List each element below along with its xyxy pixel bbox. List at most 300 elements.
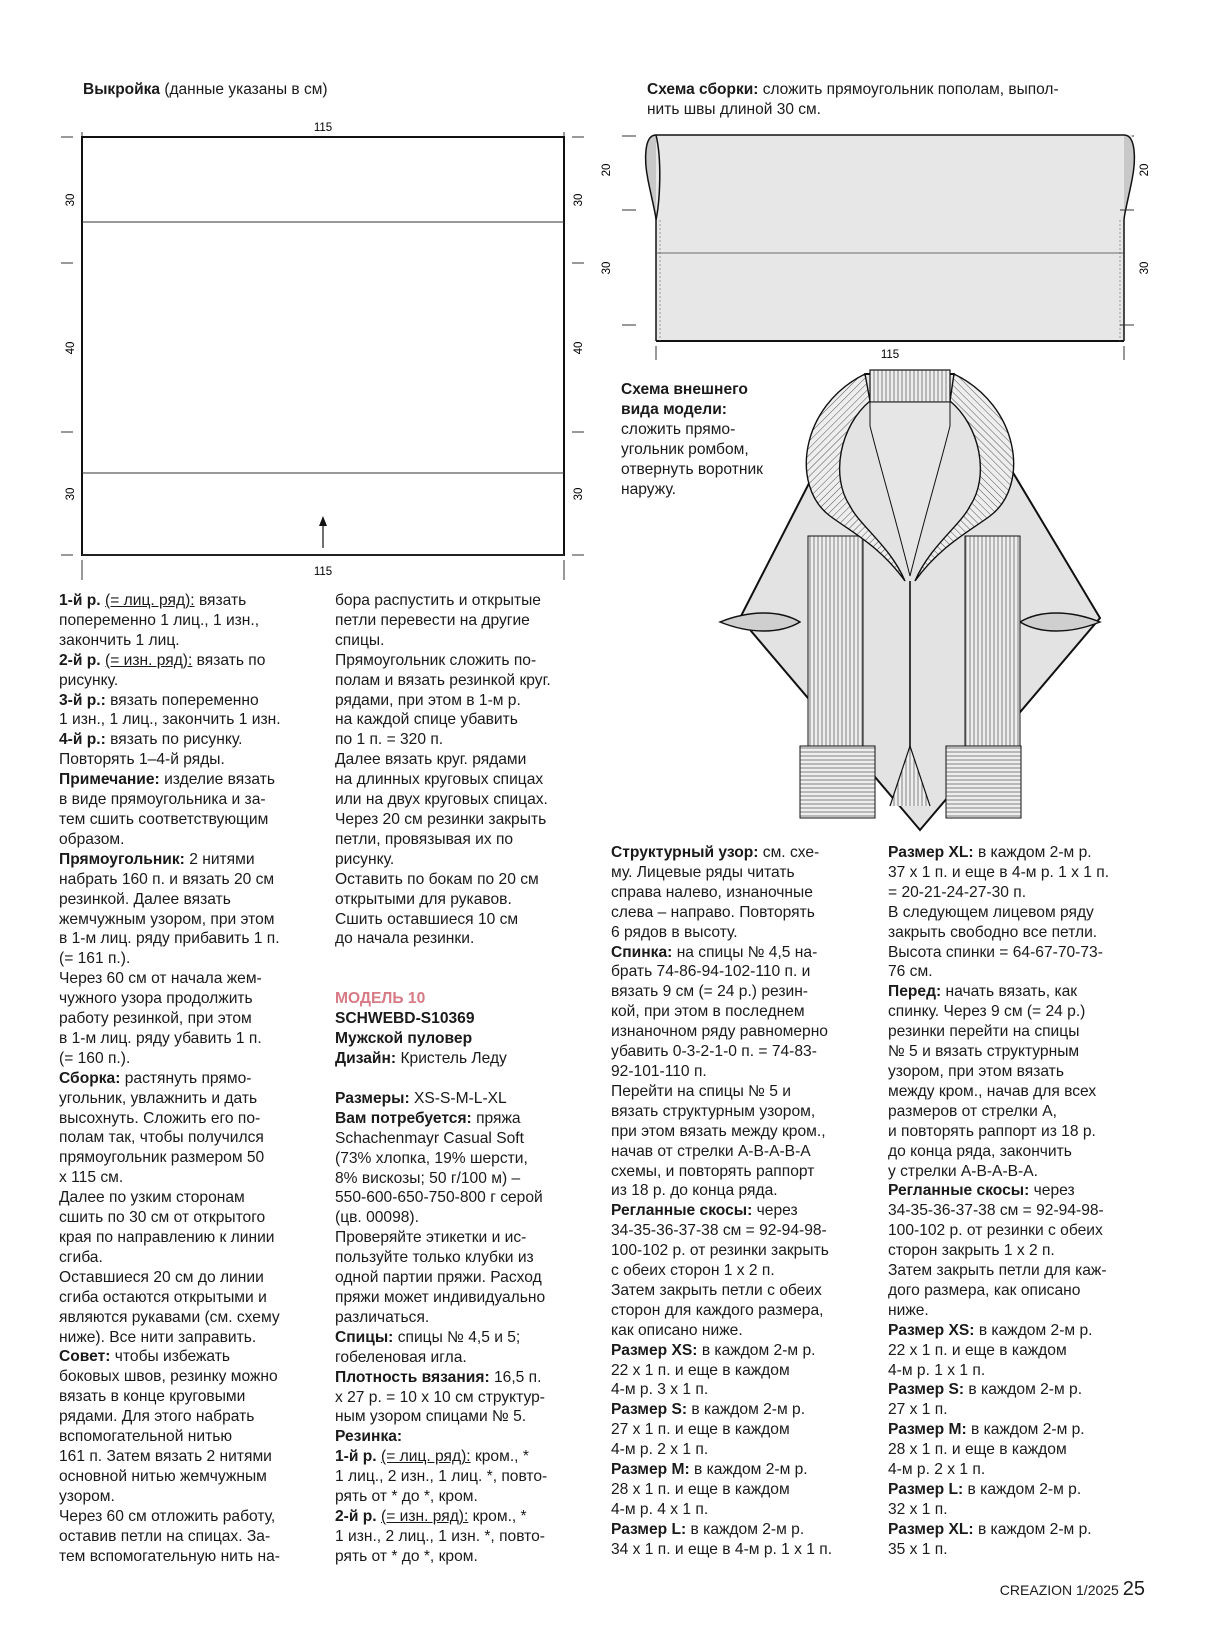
line-text: спинку. Через 9 см (= 24 р.) — [888, 1003, 1086, 1021]
line-text: до конца ряда, закончить — [888, 1142, 1072, 1160]
text-line — [335, 1188, 600, 1208]
text-line — [611, 1261, 881, 1281]
text-line — [59, 691, 324, 711]
bold-term: 2-й р. — [59, 651, 101, 669]
text-line — [611, 1201, 881, 1221]
text-line — [335, 1169, 600, 1189]
text-line — [59, 929, 324, 949]
text-line — [888, 1102, 1158, 1122]
line-text: гобеленовая игла. — [335, 1348, 467, 1366]
line-text: узором. — [59, 1487, 115, 1505]
text-line — [59, 1387, 324, 1407]
text-line — [888, 1321, 1158, 1341]
text-line — [59, 870, 324, 890]
text-line — [888, 1221, 1158, 1241]
line-text: спицы. — [335, 631, 385, 649]
line-text: 28 х 1 п. и еще в каждом — [611, 1481, 790, 1498]
line-text: рядами. Для этого набрать — [59, 1408, 255, 1426]
line-text: в виде прямоугольника и за- — [59, 791, 266, 809]
text-line — [335, 1527, 600, 1547]
pattern-left-label-1: 30 — [65, 193, 77, 207]
text-line — [59, 1049, 324, 1069]
text-line — [888, 1500, 1158, 1520]
line-text: вязать в конце круговыми — [59, 1388, 246, 1406]
text-line — [59, 1288, 324, 1308]
text-line — [611, 1341, 881, 1361]
text-line — [59, 949, 324, 969]
line-text: в каждом 2-м р. — [963, 1481, 1082, 1498]
line-text: 100-102 р. от резинки закрыть — [611, 1242, 829, 1260]
text-line — [59, 1308, 324, 1328]
text-line — [611, 1500, 881, 1520]
line-text: Оставшиеся 20 см до линии — [59, 1268, 264, 1286]
assembly-right-label-1: 20 — [1139, 163, 1151, 177]
bold-term: Размер XL: — [888, 844, 974, 861]
text-line — [59, 1009, 324, 1029]
underlined-note: (= лиц. ряд): — [105, 592, 195, 609]
text-line — [335, 750, 600, 770]
line-text: х 27 р. = 10 х 10 см структур- — [335, 1388, 545, 1406]
line-text: начать вязать, как — [941, 983, 1078, 1001]
line-text: являются рукавами (см. схему — [59, 1308, 280, 1326]
line-text: ниже. — [888, 1301, 929, 1319]
text-line — [611, 1181, 881, 1201]
text-line — [335, 611, 600, 631]
text-line — [59, 1507, 324, 1527]
text-line — [59, 710, 324, 730]
line-text: 4-м р. 2 х 1 п. — [611, 1441, 709, 1459]
text-line — [335, 1328, 600, 1348]
text-line — [59, 631, 324, 651]
line-text: изнаночном ряду равномерно — [611, 1023, 828, 1041]
line-text: вспомогательной нитью — [59, 1428, 233, 1446]
text-line — [888, 1400, 1158, 1420]
text-line — [888, 1122, 1158, 1142]
pattern-title: Выкройка (данные указаны в см) — [83, 81, 328, 98]
text-line — [611, 1162, 881, 1182]
text-line — [335, 1208, 600, 1228]
text-line — [611, 982, 881, 1002]
line-text: в каждом 2-м р. — [966, 1421, 1085, 1439]
line-text: на каждой спице убавить — [335, 711, 518, 729]
line-text: Через 60 см от начала жем- — [59, 970, 262, 988]
line-text: из 18 р. до конца ряда. — [611, 1182, 778, 1200]
line-text: 4-м р. 4 х 1 п. — [611, 1500, 709, 1518]
line-text: 16,5 п. — [489, 1368, 542, 1386]
appearance-caption: Схема внешнего вида модели: сложить прямо- угольник ромбом, отвернуть воротник наружу. — [621, 381, 764, 498]
text-line — [611, 1142, 881, 1162]
line-text: Повторять 1–4-й ряды. — [59, 751, 225, 769]
line-text: одной партии пряжи. Расход — [335, 1269, 542, 1287]
text-line — [335, 631, 600, 651]
text-line — [888, 1241, 1158, 1261]
text-line — [335, 1049, 600, 1069]
bold-term: Спинка: — [611, 943, 673, 961]
text-line — [335, 1308, 600, 1328]
text-line — [335, 1507, 600, 1527]
line-text: 4-м р. 2 х 1 п. — [888, 1461, 986, 1479]
text-line — [59, 1128, 324, 1148]
appearance-diagram — [700, 366, 1140, 846]
line-text: попеременно 1 лиц., 1 изн., — [59, 611, 260, 629]
text-line — [611, 903, 881, 923]
line-text: 28 х 1 п. и еще в каждом — [888, 1441, 1067, 1459]
assembly-title: Схема сборки: сложить прямоугольник пополам, выпол- нить швы длиной 30 см. — [647, 81, 1059, 118]
line-text: в 1-м лиц. ряду убавить 1 п. — [59, 1029, 262, 1047]
text-line — [59, 611, 324, 631]
line-text: резинкой. Далее вязать — [59, 890, 231, 908]
assembly-right-label-2: 30 — [1139, 261, 1151, 275]
text-line — [611, 1480, 881, 1500]
line-text: при этом вязать между кром., — [611, 1122, 826, 1140]
text-line — [888, 863, 1158, 883]
bold-term: 2-й р. — [335, 1507, 377, 1525]
bold-term: Дизайн: — [335, 1050, 397, 1068]
text-line — [888, 1082, 1158, 1102]
line-text: № 5 и вязать структурным — [888, 1043, 1080, 1061]
line-text: работу резинкой, при этом — [59, 1010, 252, 1028]
underlined-note: (= изн. ряд): — [381, 1507, 469, 1525]
text-line — [59, 890, 324, 910]
text-line — [59, 671, 324, 691]
bold-term: Примечание: — [59, 771, 160, 789]
line-text: как описано ниже. — [611, 1321, 743, 1339]
text-line — [335, 1467, 600, 1487]
text-line — [335, 949, 600, 969]
pattern-bottom-width-label: 115 — [313, 566, 333, 578]
line-text: с обеих сторон 1 х 2 п. — [611, 1262, 775, 1280]
line-text: = 20-21-24-27-30 п. — [888, 883, 1027, 901]
line-text: 161 п. Затем вязать 2 нитями — [59, 1447, 272, 1465]
bold-term: Размер M: — [888, 1421, 967, 1439]
text-line — [335, 790, 600, 810]
text-line — [335, 1149, 600, 1169]
bold-term: SCHWEBD-S10369 — [335, 1010, 475, 1028]
text-line — [611, 863, 881, 883]
text-line — [59, 810, 324, 830]
text-line — [59, 910, 324, 930]
line-text: резинки перейти на спицы — [888, 1023, 1080, 1041]
line-text: Оставить по бокам по 20 см — [335, 870, 539, 888]
pattern-diagram — [0, 0, 600, 590]
line-text: полам и вязать резинкой круг. — [335, 671, 551, 689]
bold-term: Спицы: — [335, 1328, 394, 1346]
text-line — [888, 1380, 1158, 1400]
text-line — [59, 1228, 324, 1248]
line-text: через — [1029, 1182, 1075, 1200]
text-line — [611, 1281, 881, 1301]
line-text: рисунку. — [59, 671, 119, 689]
text-line — [611, 1321, 881, 1341]
line-text: изделие вязать — [159, 771, 275, 789]
text-line — [335, 1248, 600, 1268]
line-text: 27 х 1 п. и еще в каждом — [611, 1421, 790, 1439]
line-text: Кристель Леду — [396, 1050, 507, 1068]
direction-arrow-head — [319, 516, 327, 526]
model-heading: МОДЕЛЬ 10 — [335, 990, 426, 1008]
bold-term: Структурный узор: — [611, 844, 759, 861]
bold-term: Совет: — [59, 1348, 111, 1366]
text-line — [611, 843, 881, 863]
text-line — [611, 1540, 881, 1560]
line-text: брать 74-86-94-102-110 п. и — [611, 963, 811, 981]
text-line — [888, 1480, 1158, 1500]
line-text: вязать — [194, 592, 247, 609]
line-text: 1 лиц., 2 изн., 1 лиц. *, повто- — [335, 1468, 548, 1486]
bold-term: 4-й р.: — [59, 731, 106, 749]
text-line — [611, 1520, 881, 1540]
text-line — [611, 1002, 881, 1022]
line-text: 35 х 1 п. — [888, 1540, 948, 1558]
line-text: 92-101-110 п. — [611, 1062, 707, 1080]
bold-term: Резинка: — [335, 1428, 403, 1446]
text-line — [59, 1029, 324, 1049]
line-text: 4-м р. 3 х 1 п. — [611, 1381, 709, 1399]
line-text: в каждом 2-м р. — [689, 1461, 808, 1479]
bold-term: Размер M: — [611, 1461, 690, 1479]
line-text: рисунку. — [335, 850, 395, 868]
line-text: начав от стрелки A-B-A-B-A — [611, 1142, 811, 1160]
line-text: Сшить оставшиеся 10 см — [335, 910, 519, 928]
text-line — [611, 1361, 881, 1381]
text-line — [888, 923, 1158, 943]
text-line — [335, 651, 600, 671]
line-text: чужного узора продолжить — [59, 990, 253, 1008]
text-line — [888, 1540, 1158, 1560]
line-text: в каждом 2-м р. — [697, 1341, 816, 1359]
line-text: боковых швов, резинку можно — [59, 1368, 278, 1386]
magazine-issue: CREAZION 1/2025 — [999, 1582, 1119, 1598]
text-line — [59, 1547, 324, 1567]
line-text: пользуйте только клубки из — [335, 1249, 534, 1267]
underlined-note: (= изн. ряд): — [105, 651, 193, 669]
text-line — [59, 1347, 324, 1367]
line-text: в каждом 2-м р. — [964, 1381, 1083, 1399]
text-line — [335, 1487, 600, 1507]
bold-term: 1-й р. — [335, 1448, 377, 1466]
text-line — [59, 1268, 324, 1288]
text-line — [335, 710, 600, 730]
text-line — [335, 989, 600, 1009]
bold-term: 3-й р.: — [59, 691, 106, 709]
text-line — [335, 730, 600, 750]
bold-term: 1-й р. — [59, 592, 101, 609]
line-text: Schachenmayr Casual Soft — [335, 1129, 524, 1147]
line-text: Проверяйте этикетки и ис- — [335, 1229, 527, 1247]
line-text: у стрелки A-B-A-B-A. — [888, 1162, 1038, 1180]
line-text: вязать по — [192, 651, 266, 669]
text-line — [59, 750, 324, 770]
text-line — [611, 1122, 881, 1142]
text-column-2 — [335, 591, 600, 1567]
text-line — [59, 989, 324, 1009]
bold-term: Мужской пуловер — [335, 1030, 473, 1048]
bold-term: Размеры: — [335, 1089, 410, 1107]
text-line — [611, 1062, 881, 1082]
text-line — [335, 671, 600, 691]
text-line — [611, 883, 881, 903]
text-line — [335, 810, 600, 830]
text-line — [888, 1520, 1158, 1540]
text-line — [335, 1029, 600, 1049]
text-column-3 — [611, 843, 881, 1560]
text-line — [59, 1487, 324, 1507]
pattern-right-label-3: 30 — [573, 487, 585, 501]
line-text: XS-S-M-L-XL — [409, 1089, 507, 1107]
line-text: (73% хлопка, 19% шерсти, — [335, 1149, 528, 1167]
assembly-body — [656, 135, 1132, 341]
line-text: между кром., начав для всех — [888, 1082, 1097, 1100]
line-text: бора распустить и открытые — [335, 592, 541, 609]
text-line — [888, 1142, 1158, 1162]
text-line — [888, 982, 1158, 1002]
bold-term: Размер S: — [888, 1381, 965, 1399]
text-line — [59, 1148, 324, 1168]
text-line — [59, 1208, 324, 1228]
line-text: на длинных круговых спицах — [335, 771, 544, 789]
line-text: В следующем лицевом ряду — [888, 903, 1094, 921]
bold-term: Сборка: — [59, 1069, 121, 1087]
line-text: на спицы № 4,5 на- — [672, 943, 818, 961]
line-text: вязать по рисунку. — [105, 731, 243, 749]
pattern-rectangle — [82, 137, 564, 555]
text-line — [888, 1281, 1158, 1301]
page-footer — [1000, 1578, 1145, 1601]
line-text: кром., * — [470, 1448, 529, 1466]
text-line — [335, 1129, 600, 1149]
line-text: (= 160 п.). — [59, 1049, 131, 1067]
text-line — [888, 1181, 1158, 1201]
line-text: и повторять раппорт из 18 р. — [888, 1122, 1096, 1140]
text-line — [59, 1328, 324, 1348]
line-text: по 1 п. = 320 п. — [335, 731, 444, 749]
bold-term: Размер L: — [888, 1481, 964, 1498]
text-line — [59, 790, 324, 810]
text-line — [611, 962, 881, 982]
line-text: тем вспомогательную нить на- — [59, 1547, 280, 1565]
line-text: 100-102 р. от резинки с обеих — [888, 1222, 1103, 1240]
line-text: полам так, чтобы получился — [59, 1129, 264, 1147]
line-text: чтобы избежать — [110, 1348, 231, 1366]
line-text: справа налево, изнаночные — [611, 883, 813, 901]
text-line — [335, 1268, 600, 1288]
text-line — [59, 850, 324, 870]
line-text: вязать 9 см (= 24 р.) резин- — [611, 983, 808, 1001]
line-text: угольник, увлажнить и дать — [59, 1089, 258, 1107]
text-line — [888, 1042, 1158, 1062]
line-text: 34-35-36-37-38 см = 92-94-98- — [888, 1202, 1104, 1220]
line-text: Через 20 см резинки закрыть — [335, 810, 547, 828]
assembly-diagram — [600, 120, 1160, 365]
text-line — [888, 1162, 1158, 1182]
line-text: 4-м р. 1 х 1 п. — [888, 1361, 986, 1379]
bold-term: Размер XL: — [888, 1520, 974, 1538]
underlined-note: (= лиц. ряд): — [381, 1448, 471, 1466]
line-text: размеров от стрелки A, — [888, 1102, 1057, 1120]
line-text: через — [752, 1202, 798, 1220]
text-line — [335, 1009, 600, 1029]
line-text: 34 х 1 п. и еще в 4-м р. 1 х 1 п. — [611, 1540, 833, 1558]
line-text: вязать попеременно — [105, 691, 259, 709]
line-text: спицы № 4,5 и 5; — [393, 1328, 521, 1346]
text-line — [335, 1228, 600, 1248]
line-text: основной нитью жемчужным — [59, 1467, 267, 1485]
line-text: сшить по 30 см от открытого — [59, 1209, 266, 1227]
text-line — [335, 910, 600, 930]
line-text: (= 161 п.). — [59, 950, 131, 968]
line-text: набрать 160 п. и вязать 20 см — [59, 870, 275, 888]
line-text: в каждом 2-м р. — [687, 1401, 806, 1419]
text-line — [59, 1248, 324, 1268]
text-line — [59, 1109, 324, 1129]
text-line — [611, 923, 881, 943]
line-text: оставив петли на спицах. За- — [59, 1527, 271, 1545]
line-text: Далее по узким сторонам — [59, 1189, 245, 1207]
line-text: Далее вязать круг. рядами — [335, 751, 527, 769]
line-text: прямоугольник размером 50 — [59, 1149, 265, 1167]
line-text: высохнуть. Сложить его по- — [59, 1109, 261, 1127]
line-text: Перейти на спицы № 5 и — [611, 1082, 791, 1100]
line-text: петли перевести на другие — [335, 611, 530, 629]
text-line — [888, 1062, 1158, 1082]
text-line — [888, 903, 1158, 923]
text-line — [888, 1002, 1158, 1022]
text-line — [335, 1089, 600, 1109]
text-line — [335, 890, 600, 910]
line-text: растянуть прямо- — [120, 1069, 252, 1087]
text-line — [335, 770, 600, 790]
bold-term: Плотность вязания: — [335, 1368, 490, 1386]
text-line — [888, 1440, 1158, 1460]
line-text: жемчужным узором, при этом — [59, 910, 275, 928]
line-text: края по направлению к линии — [59, 1229, 275, 1246]
line-text: 1 изн., 2 лиц., 1 изн. *, повто- — [335, 1527, 545, 1545]
assembly-left-label-1: 20 — [601, 163, 613, 177]
line-text: в каждом 2-м р. — [686, 1520, 805, 1538]
bold-term: Размер L: — [611, 1520, 687, 1538]
text-line — [335, 850, 600, 870]
bold-term: Регланные скосы: — [611, 1202, 753, 1220]
line-text: 27 х 1 п. — [888, 1401, 948, 1419]
line-text: в каждом 2-м р. — [973, 1520, 1092, 1538]
line-text: 37 х 1 п. и еще в 4-м р. 1 х 1 п. — [888, 863, 1110, 881]
line-text: различаться. — [335, 1308, 430, 1326]
line-text: х 115 см. — [59, 1169, 124, 1187]
text-line — [335, 1427, 600, 1447]
line-text: в каждом 2-м р. — [974, 1321, 1093, 1339]
line-text: кой, при этом в последнем — [611, 1003, 805, 1021]
text-column-4 — [888, 843, 1158, 1560]
text-line — [611, 1380, 881, 1400]
line-text: убавить 0-3-2-1-0 п. = 74-83- — [611, 1043, 817, 1061]
text-line — [59, 1447, 324, 1467]
text-line — [611, 1102, 881, 1122]
page-number: 25 — [1122, 1578, 1145, 1600]
bold-term: Прямоугольник: — [59, 850, 185, 868]
bold-term: Размер XS: — [611, 1341, 698, 1359]
text-line — [59, 1089, 324, 1109]
line-text: вязать структурным узором, — [611, 1102, 816, 1120]
text-line — [611, 1042, 881, 1062]
text-line — [611, 1460, 881, 1480]
pattern-top-width-label: 115 — [313, 122, 333, 134]
text-line — [335, 969, 600, 989]
text-line — [59, 1188, 324, 1208]
text-line — [335, 1109, 600, 1129]
text-column-1 — [59, 591, 324, 1566]
line-text: Затем закрыть петли для каж- — [888, 1262, 1107, 1280]
bold-term: Размер S: — [611, 1401, 688, 1419]
